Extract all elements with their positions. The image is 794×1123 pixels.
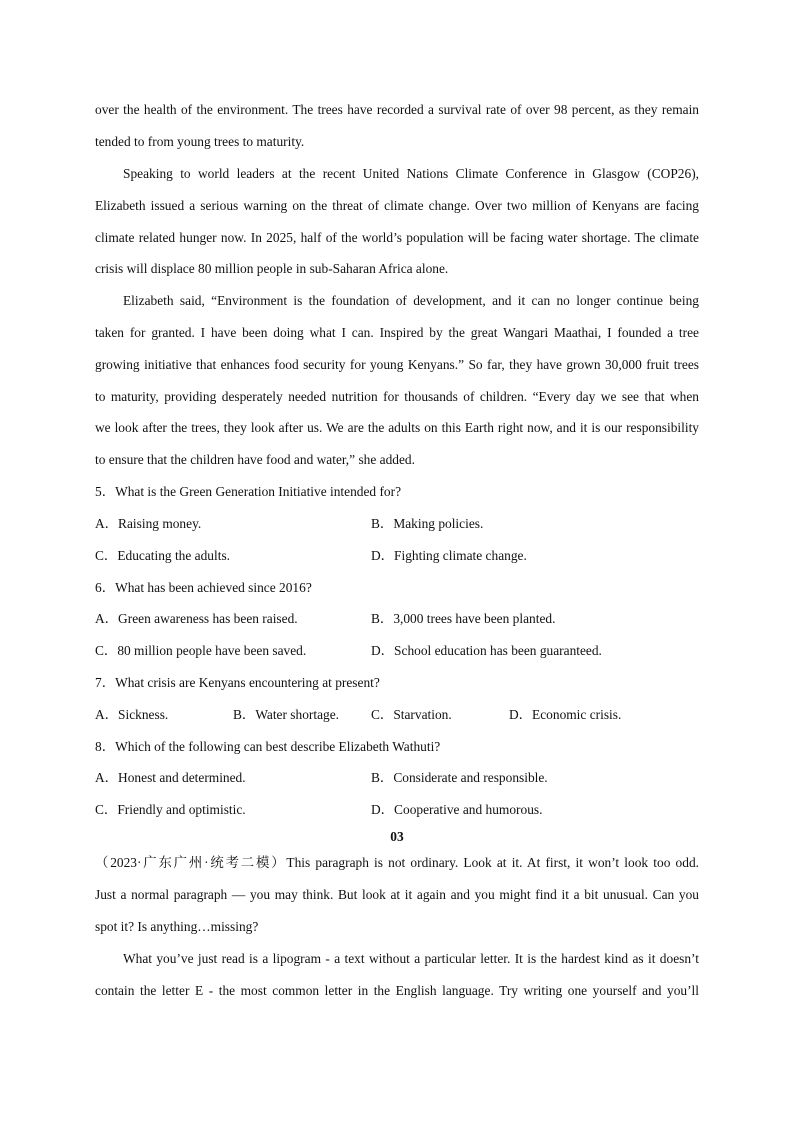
question-6-option-a: A．Green awareness has been raised. <box>95 611 298 626</box>
passage-line: over the health of the environment. The trees have recorded a survival rate of over 98 percent, as they remain <box>95 102 699 117</box>
passage-line: to maturity, providing desperately needed nutrition for thousands of children. “Every day we see that when <box>95 389 699 404</box>
question-7-option-c: C．Starvation. <box>371 707 452 722</box>
question-6-option-d: D．School education has been guaranteed. <box>371 643 602 658</box>
question-8-option-c: C．Friendly and optimistic. <box>95 802 246 817</box>
question-5-option-c: C．Educating the adults. <box>95 548 230 563</box>
passage-line: crisis will displace 80 million people in sub-Saharan Africa alone. <box>95 261 449 276</box>
passage-line: Elizabeth issued a serious warning on the threat of climate change. Over two million of Kenyans are facing <box>95 198 699 213</box>
section-line: Just a normal paragraph — you may think. But look at it again and you might find it a bit unusual. Can you <box>95 887 699 902</box>
question-7-stem: 7．What crisis are Kenyans encountering at present? <box>95 675 380 690</box>
section-number: 03 <box>390 829 404 844</box>
section-line: What you’ve just read is a lipogram - a text without a particular letter. It is the hardest kind as it doesn’t <box>123 951 699 966</box>
question-8-stem: 8．Which of the following can best describe Elizabeth Wathuti? <box>95 739 441 754</box>
question-6-option-c: C．80 million people have been saved. <box>95 643 307 658</box>
question-8-option-b: B．Considerate and responsible. <box>371 770 548 785</box>
question-5-option-d: D．Fighting climate change. <box>371 548 527 563</box>
section-line: spot it? Is anything…missing? <box>95 919 259 934</box>
question-5-stem: 5．What is the Green Generation Initiative intended for? <box>95 484 402 499</box>
question-8-option-a: A．Honest and determined. <box>95 770 246 785</box>
passage-line: tended to from young trees to maturity. <box>95 134 305 149</box>
passage-line: Speaking to world leaders at the recent United Nations Climate Conference in Glasgow (COP26), <box>123 166 699 181</box>
passage-line: Elizabeth said, “Environment is the foundation of development, and it can no longer continue being <box>123 293 699 308</box>
passage-line: growing initiative that enhances food security for young Kenyans.” So far, they have grown 30,000 fruit trees <box>95 357 699 372</box>
question-7-option-b: B．Water shortage. <box>233 707 340 722</box>
question-5-option-a: A．Raising money. <box>95 516 202 531</box>
section-line: （2023·广东广州·统考二模）This paragraph is not ordinary. Look at it. At first, it won’t look too odd. <box>95 855 699 870</box>
question-5-option-b: B．Making policies. <box>371 516 484 531</box>
question-7-option-a: A．Sickness. <box>95 707 169 722</box>
question-8-option-d: D．Cooperative and humorous. <box>371 802 543 817</box>
question-6-option-b: B．3,000 trees have been planted. <box>371 611 556 626</box>
question-6-stem: 6．What has been achieved since 2016? <box>95 580 312 595</box>
passage-line: taken for granted. I have been doing what I can. Inspired by the great Wangari Maathai, I founded a tree <box>95 325 699 340</box>
passage-line: to ensure that the children have food and water,” she added. <box>95 452 415 467</box>
section-line: contain the letter E - the most common letter in the English language. Try writing one yourself and you’ll <box>95 983 699 998</box>
passage-line: climate related hunger now. In 2025, half of the world’s population will be facing water shortage. The climate <box>95 230 699 245</box>
question-7-option-d: D．Economic crisis. <box>509 707 622 722</box>
passage-line: we look after the trees, they look after us. We are the adults on this Earth right now, and it is our responsibility <box>95 420 699 435</box>
